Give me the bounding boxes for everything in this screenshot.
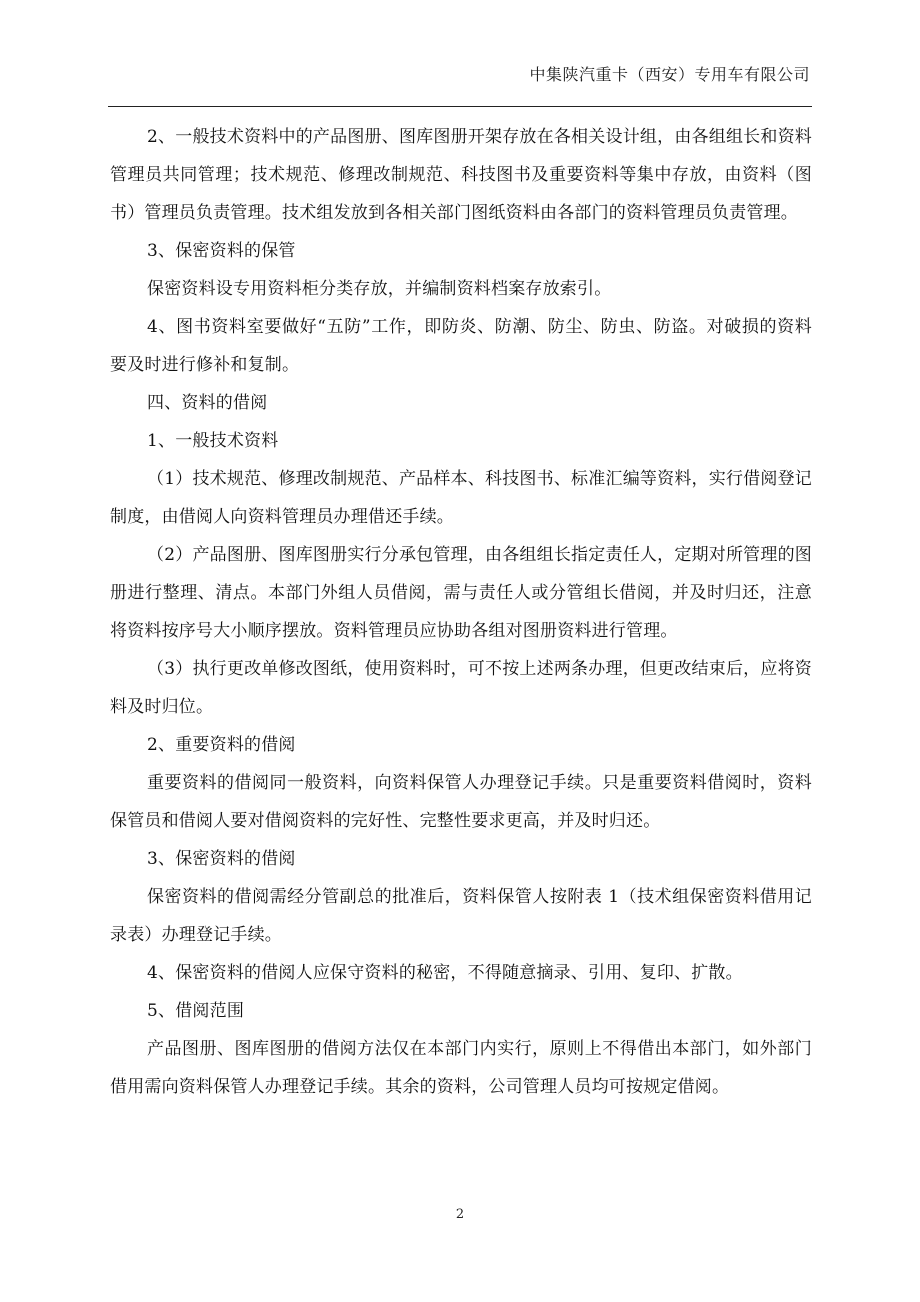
heading-confidential-storage: 3、保密资料的保管 bbox=[147, 241, 296, 261]
document-body bbox=[110, 118, 812, 1106]
paragraph-important-borrowing: 重要资料的借阅同一般资料，向资料保管人办理登记手续。只是重要资料借阅时，资料保管员和借阅人要对借阅资料的完好性、完整性要求更高，并及时归还。 bbox=[110, 773, 812, 831]
paragraph-five-protections: 4、图书资料室要做好“五防”工作，即防炎、防潮、防尘、防虫、防盗。对破损的资料要及时进行修补和复制。 bbox=[110, 317, 812, 375]
heading-confidential-borrowing: 3、保密资料的借阅 bbox=[147, 849, 296, 869]
paragraph-confidential-storage: 保密资料设专用资料柜分类存放，并编制资料档案存放索引。 bbox=[147, 279, 612, 299]
heading-general-technical: 1、一般技术资料 bbox=[147, 431, 279, 451]
paragraph-borrowing-scope: 产品图册、图库图册的借阅方法仅在本部门内实行，原则上不得借出本部门，如外部门借用需向资料保管人办理登记手续。其余的资料，公司管理人员均可按规定借阅。 bbox=[110, 1039, 812, 1097]
heading-section-four-borrowing: 四、资料的借阅 bbox=[147, 393, 268, 413]
paragraph-item-2: （2）产品图册、图库图册实行分承包管理，由各组组长指定责任人，定期对所管理的图册进行整理、清点。本部门外组人员借阅，需与责任人或分管组长借阅，并及时归还，注意将资料按序号大小顺序摆放。资料管理员应协助各组对图册资料进行管理。 bbox=[110, 545, 812, 641]
paragraph-storage-general: 2、一般技术资料中的产品图册、图库图册开架存放在各相关设计组，由各组组长和资料管理员共同管理；技术规范、修理改制规范、科技图书及重要资料等集中存放，由资料（图书）管理员负责管理。技术组发放到各相关部门图纸资料由各部门的资料管理员负责管理。 bbox=[110, 127, 812, 223]
paragraph-confidential-secrecy: 4、保密资料的借阅人应保守资料的秘密，不得随意摘录、引用、复印、扩散。 bbox=[147, 963, 743, 983]
paragraph-item-3: （3）执行更改单修改图纸，使用资料时，可不按上述两条办理，但更改结束后，应将资料及时归位。 bbox=[110, 659, 812, 717]
heading-borrowing-scope: 5、借阅范围 bbox=[147, 1001, 245, 1021]
page-number: 2 bbox=[455, 1207, 465, 1222]
header-company-name: 中集陕汽重卡（西安）专用车有限公司 bbox=[529, 65, 810, 84]
paragraph-item-1: （1）技术规范、修理改制规范、产品样本、科技图书、标准汇编等资料，实行借阅登记制度，由借阅人向资料管理员办理借还手续。 bbox=[110, 469, 812, 527]
header-divider bbox=[108, 106, 812, 107]
heading-important-borrowing: 2、重要资料的借阅 bbox=[147, 735, 296, 755]
paragraph-confidential-approval: 保密资料的借阅需经分管副总的批准后，资料保管人按附表 1（技术组保密资料借用记录表）办理登记手续。 bbox=[110, 887, 812, 945]
